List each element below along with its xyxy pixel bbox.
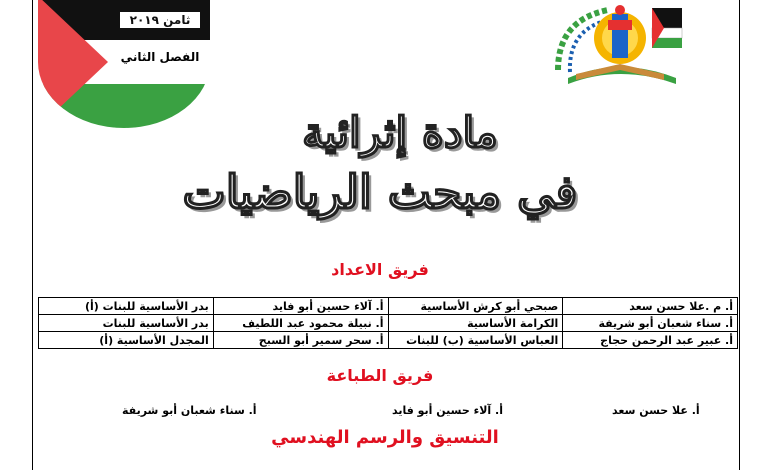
teacher-name: أ. آلاء حسين أبو فايد	[213, 298, 388, 315]
teacher-name: أ. م .علا حسن سعد	[563, 298, 738, 315]
school-name: صبحي أبو كرش الأساسية	[388, 298, 563, 315]
title-line-1: مادة إثرائية	[302, 108, 498, 157]
print-team-member: أ. آلاء حسين أبو فايد	[392, 404, 503, 417]
print-team-member: أ. سناء شعبان أبو شريفة	[122, 404, 257, 417]
table-row	[39, 332, 738, 349]
school-name: بدر الأساسية للبنات (أ)	[39, 298, 214, 315]
prep-team-heading: فريق الاعداد	[331, 260, 429, 279]
teacher-name: أ. سناء شعبان أبو شريفة	[563, 315, 738, 332]
table-row	[39, 315, 738, 332]
semester-label: الفصل الثاني	[120, 50, 200, 64]
table-row	[39, 298, 738, 315]
school-name: بدر الأساسية للبنات	[39, 315, 214, 332]
prep-team-table	[38, 297, 738, 349]
coordination-heading: التنسيق والرسم الهندسي	[271, 427, 499, 448]
teacher-name: أ. نبيلة محمود عبد اللطيف	[213, 315, 388, 332]
school-name: العباس الأساسية (ب) للبنات	[388, 332, 563, 349]
ministry-logo-icon	[548, 0, 696, 88]
school-name: الكرامة الأساسية	[388, 315, 563, 332]
school-name: المجدل الأساسية (أ)	[39, 332, 214, 349]
teacher-name: أ. سحر سمير أبو السبح	[213, 332, 388, 349]
teacher-name: أ. عبير عبد الرحمن حجاج	[563, 332, 738, 349]
print-team-member: أ. علا حسن سعد	[612, 404, 700, 417]
grade-label: ثامن ٢٠١٩	[120, 12, 200, 28]
print-team-heading: فريق الطباعة	[326, 366, 434, 385]
title-line-2: في مبحث الرياضيات	[182, 165, 578, 219]
